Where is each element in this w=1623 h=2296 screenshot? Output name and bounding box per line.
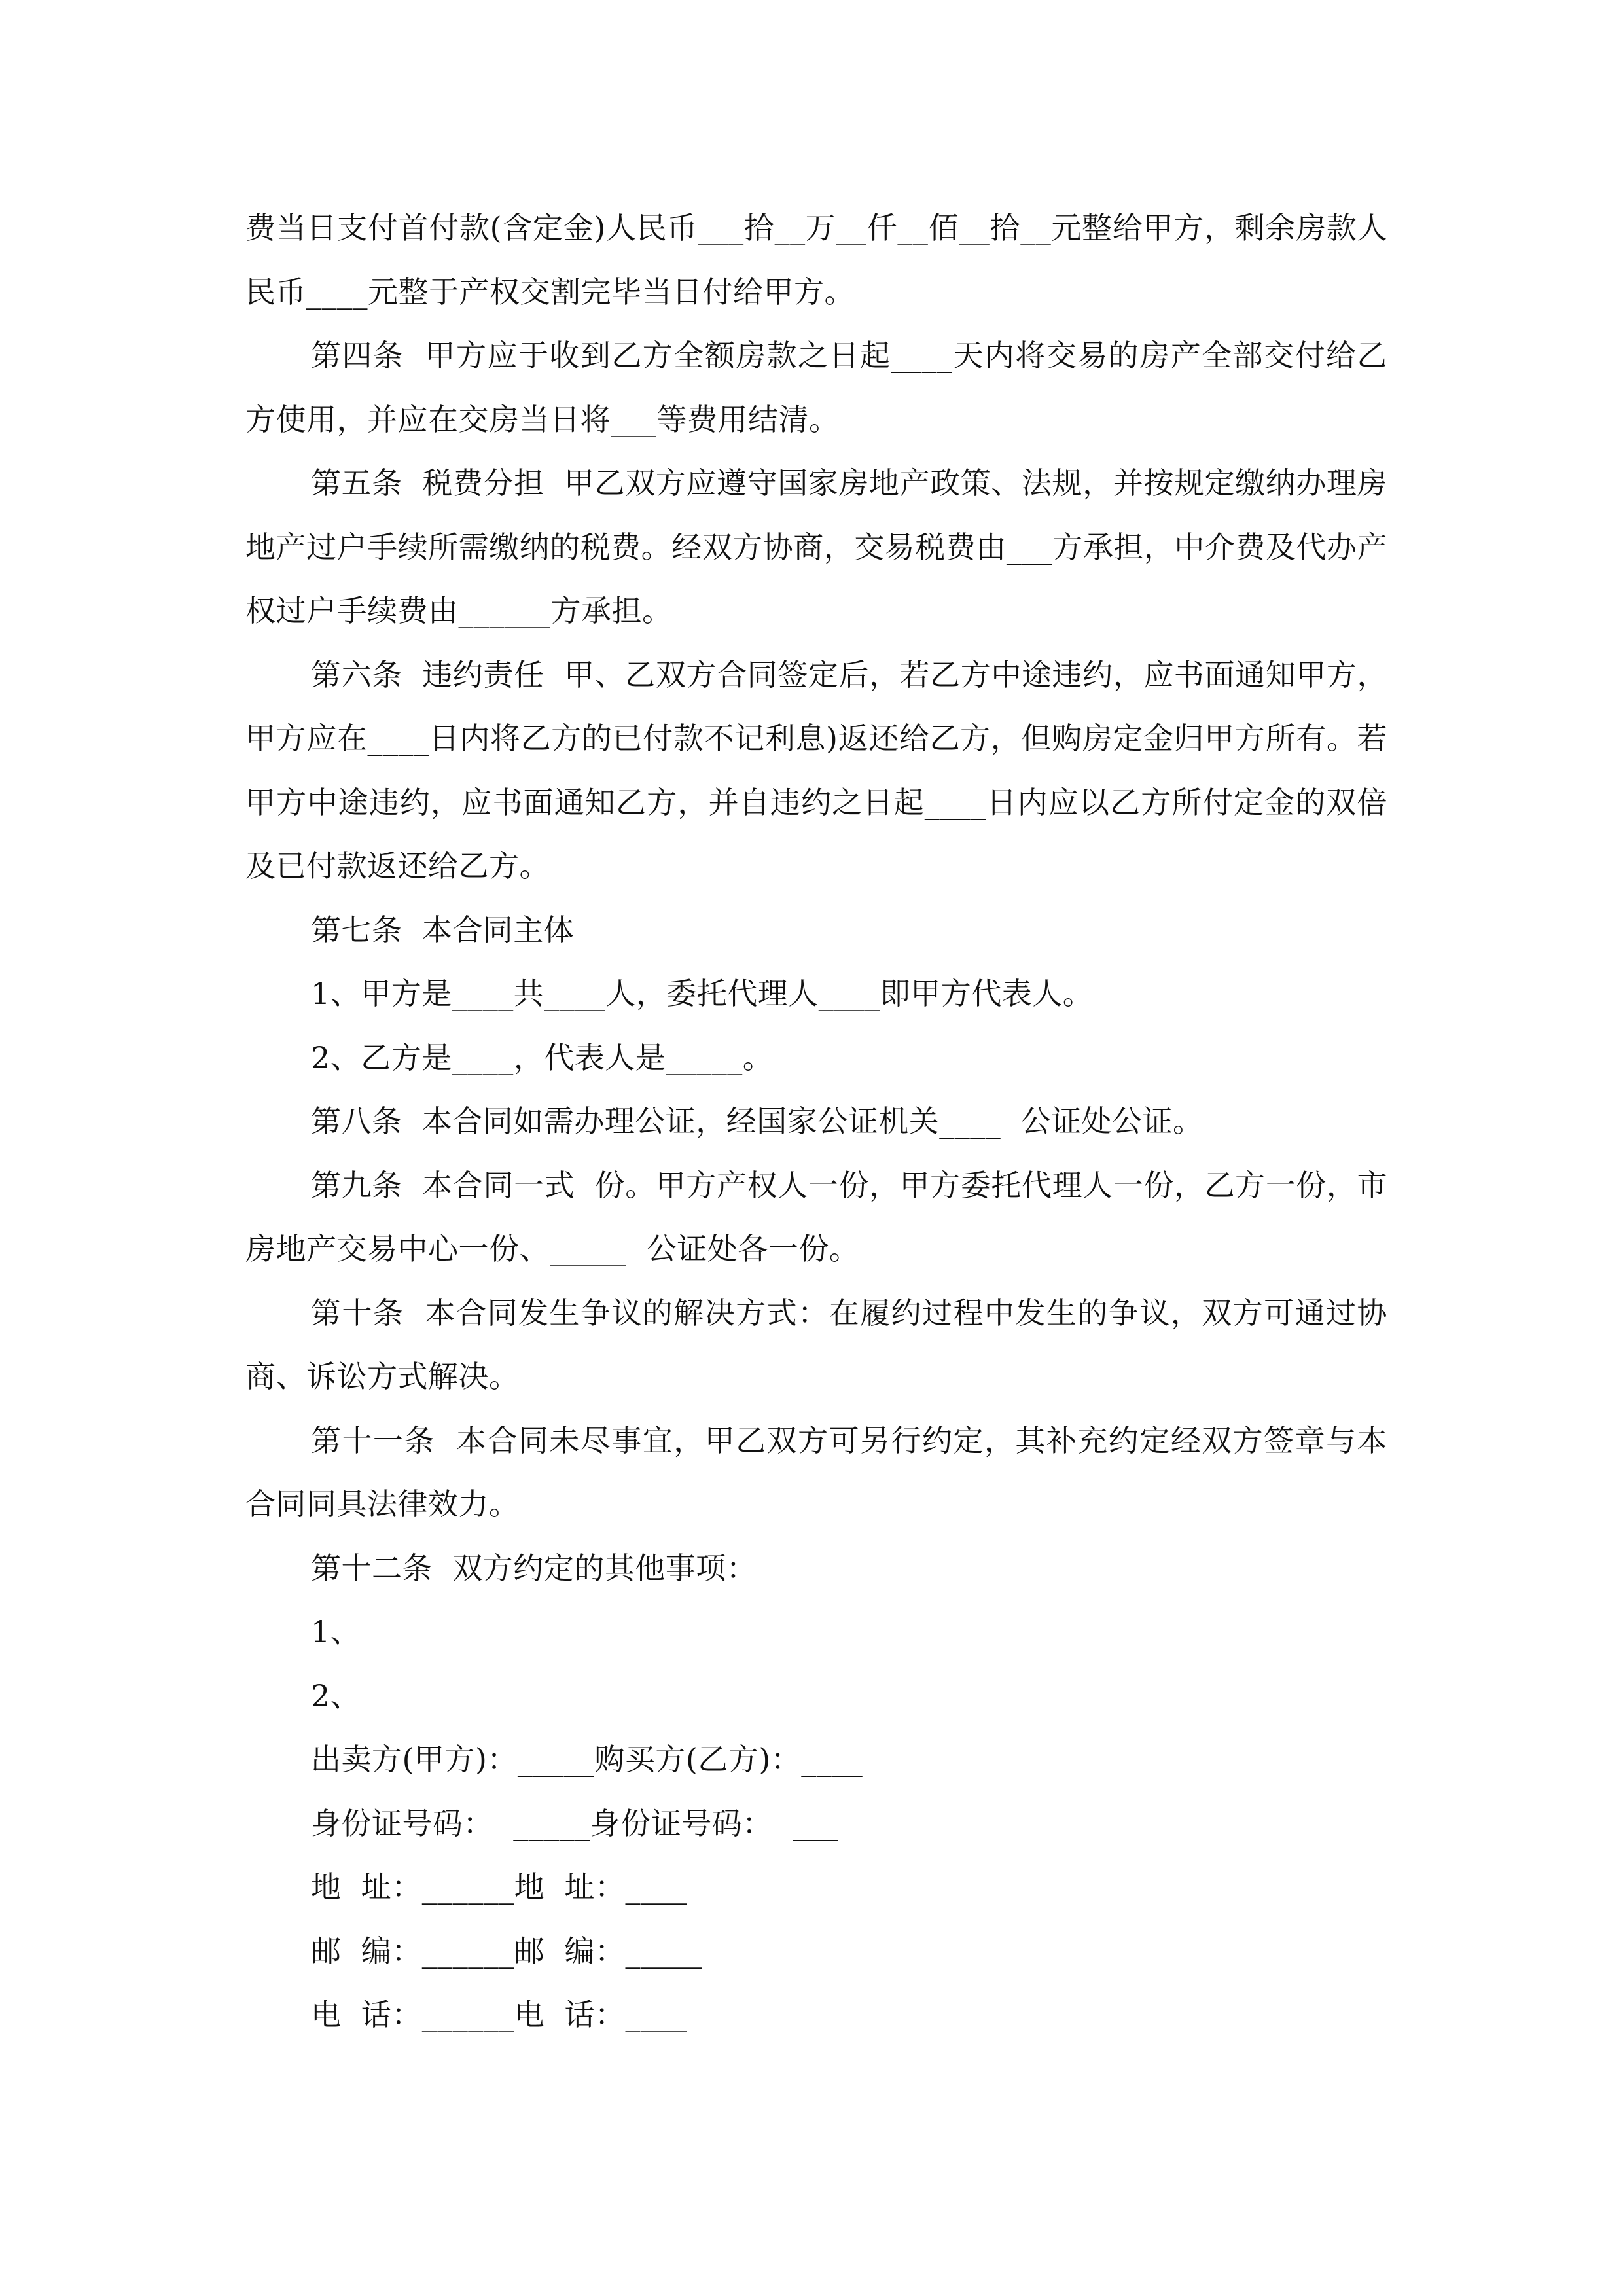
article-6-breach: 第六条 违约责任 甲、乙双方合同签定后，若乙方中途违约，应书面通知甲方，甲方应在____日内将乙方的已付款不记利息)返还给乙方，但购房定金归甲方所有。若甲方中途违约，应书面通知乙方，并自违约之日起____日内应以乙方所付定金的双倍及已付款返还给乙方。 [245,656,1387,884]
signature-address-line: 地 址：______地 址：____ [311,1869,687,1905]
signature-id-line: 身份证号码： _____身份证号码： ___ [311,1805,839,1841]
article-4-delivery: 第四条 甲方应于收到乙方全额房款之日起____天内将交易的房产全部交付给乙方使用，并应在交房当日将___等费用结清。 [245,338,1387,437]
article-7-item-1: 1、甲方是____共____人，委托代理人____即甲方代表人。 [311,976,1094,1011]
signature-postcode-line: 邮 编：______邮 编：_____ [311,1933,702,1969]
payment-clause-continuation: 费当日支付首付款(含定金)人民币___拾__万__仟__佰__拾__元整给甲方，剩余房款人民币____元整于产权交割完毕当日付给甲方。 [245,210,1387,310]
article-11-supplement: 第十一条 本合同未尽事宜，甲乙双方可另行约定，其补充约定经双方签章与本合同同具法律效力。 [245,1422,1387,1522]
article-12-item-2: 2、 [311,1677,361,1713]
signature-phone-line: 电 话：______电 话：____ [311,1997,687,2032]
article-12-heading: 第十二条 双方约定的其他事项： [311,1550,757,1586]
signature-parties-line: 出卖方(甲方)：_____购买方(乙方)：____ [311,1742,863,1777]
article-9-copies: 第九条 本合同一式 份。甲方产权人一份，甲方委托代理人一份，乙方一份，市房地产交易中心一份、_____ 公证处各一份。 [245,1167,1387,1266]
signature-block [245,1728,1387,2047]
contract-body [245,196,1387,2047]
article-7-item-2: 2、乙方是____，代表人是_____。 [311,1039,774,1075]
article-12-item-1: 1、 [311,1614,361,1649]
article-10-disputes: 第十条 本合同发生争议的解决方式：在履约过程中发生的争议，双方可通过协商、诉讼方式解决。 [245,1295,1387,1394]
article-7-heading: 第七条 本合同主体 [311,912,575,948]
article-5-taxes: 第五条 税费分担 甲乙双方应遵守国家房地产政策、法规，并按规定缴纳办理房地产过户手续所需缴纳的税费。经双方协商，交易税费由___方承担，中介费及代办产权过户手续费由______方承担。 [245,465,1387,628]
article-8-notarization: 第八条 本合同如需办理公证，经国家公证机关____ 公证处公证。 [311,1103,1204,1139]
